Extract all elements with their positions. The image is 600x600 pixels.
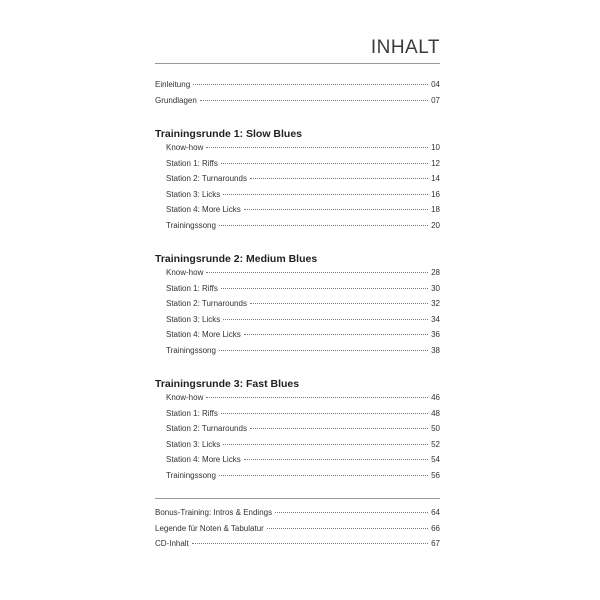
toc-entry-page: 10 bbox=[431, 143, 440, 152]
toc-entry-label: Trainingssong bbox=[166, 345, 216, 355]
toc-entry[interactable] bbox=[155, 299, 440, 315]
dot-leader bbox=[250, 303, 428, 304]
appendix-group bbox=[155, 508, 440, 555]
toc-entry-grundlagen[interactable] bbox=[155, 96, 440, 112]
toc-entry-page: 34 bbox=[431, 314, 440, 324]
toc-entry-label: Station 4: More Licks bbox=[166, 455, 241, 464]
toc-entry[interactable] bbox=[155, 159, 440, 175]
toc-entry-page: 64 bbox=[431, 508, 440, 517]
round-3-heading: Trainingsrunde 3: Fast Blues bbox=[155, 378, 300, 390]
toc-entry-page: 50 bbox=[431, 424, 440, 433]
toc-entry-page: 28 bbox=[431, 268, 440, 277]
toc-entry-label: Bonus-Training: Intros & Endings bbox=[155, 508, 273, 517]
dot-leader bbox=[219, 225, 428, 226]
table-of-contents bbox=[155, 80, 440, 555]
toc-entry-label: Station 2: Turnarounds bbox=[166, 424, 247, 433]
round-1-heading: Trainingsrunde 1: Slow Blues bbox=[155, 128, 303, 140]
toc-entry[interactable] bbox=[155, 268, 440, 284]
dot-leader bbox=[219, 350, 428, 351]
round-2-group bbox=[155, 250, 440, 361]
dot-leader bbox=[244, 334, 428, 335]
dot-leader bbox=[250, 428, 428, 429]
toc-entry-page: 36 bbox=[431, 330, 440, 339]
toc-entry-label: Station 1: Riffs bbox=[166, 408, 218, 418]
toc-entry-label: Know-how bbox=[166, 143, 204, 152]
dot-leader bbox=[206, 147, 428, 148]
toc-entry[interactable] bbox=[155, 284, 440, 300]
toc-entry[interactable] bbox=[155, 174, 440, 190]
dot-leader bbox=[200, 100, 428, 101]
toc-entry-page: 12 bbox=[431, 158, 440, 168]
toc-entry-label: Station 3: Licks bbox=[166, 314, 221, 324]
dot-leader bbox=[193, 84, 428, 85]
toc-entry-bonus-training[interactable] bbox=[155, 508, 440, 524]
toc-entry-label: Know-how bbox=[166, 393, 204, 402]
toc-entry-page: 30 bbox=[431, 283, 440, 293]
toc-entry[interactable] bbox=[155, 330, 440, 346]
toc-entry-page: 20 bbox=[431, 220, 440, 230]
toc-entry-page: 46 bbox=[431, 393, 440, 402]
dot-leader bbox=[244, 209, 428, 210]
toc-entry-label: Know-how bbox=[166, 268, 204, 277]
toc-entry[interactable] bbox=[155, 205, 440, 221]
toc-entry-label: CD-Inhalt bbox=[155, 539, 189, 548]
toc-entry-label: Station 3: Licks bbox=[166, 189, 221, 199]
toc-entry[interactable] bbox=[155, 315, 440, 331]
toc-entry-page: 67 bbox=[431, 539, 440, 548]
dot-leader bbox=[206, 397, 428, 398]
toc-entry[interactable] bbox=[155, 221, 440, 237]
title-divider bbox=[155, 63, 440, 64]
round-2-heading: Trainingsrunde 2: Medium Blues bbox=[155, 253, 318, 265]
toc-entry-page: 07 bbox=[431, 95, 440, 105]
toc-entry-label: Station 4: More Licks bbox=[166, 205, 241, 214]
toc-entry-legende[interactable] bbox=[155, 524, 440, 540]
toc-entry-page: 38 bbox=[431, 345, 440, 355]
intro-group bbox=[155, 80, 440, 111]
dot-leader bbox=[192, 543, 428, 544]
toc-entry[interactable] bbox=[155, 440, 440, 456]
toc-entry-label: Station 3: Licks bbox=[166, 439, 221, 449]
toc-entry-einleitung[interactable] bbox=[155, 80, 440, 96]
toc-entry-label: Trainingssong bbox=[166, 220, 216, 230]
dot-leader bbox=[223, 319, 428, 320]
page-title: INHALT bbox=[370, 37, 440, 58]
toc-entry[interactable] bbox=[155, 471, 440, 487]
dot-leader bbox=[221, 413, 428, 414]
toc-entry-label: Legende für Noten & Tabulatur bbox=[155, 523, 264, 533]
toc-entry-page: 48 bbox=[431, 408, 440, 418]
toc-entry-label: Station 1: Riffs bbox=[166, 158, 218, 168]
toc-entry[interactable] bbox=[155, 409, 440, 425]
toc-entry-page: 52 bbox=[431, 439, 440, 449]
dot-leader bbox=[219, 475, 428, 476]
toc-entry-label: Trainingssong bbox=[166, 470, 216, 480]
toc-entry[interactable] bbox=[155, 393, 440, 409]
dot-leader bbox=[244, 459, 428, 460]
toc-entry-page: 66 bbox=[431, 523, 440, 533]
toc-entry[interactable] bbox=[155, 424, 440, 440]
toc-entry-page: 54 bbox=[431, 455, 440, 464]
toc-entry-page: 32 bbox=[431, 299, 440, 308]
toc-entry[interactable] bbox=[155, 143, 440, 159]
toc-entry[interactable] bbox=[155, 455, 440, 471]
toc-entry-label: Station 2: Turnarounds bbox=[166, 174, 247, 183]
toc-entry-label: Einleitung bbox=[155, 80, 191, 89]
dot-leader bbox=[250, 178, 428, 179]
toc-entry[interactable] bbox=[155, 190, 440, 206]
toc-entry-label: Station 2: Turnarounds bbox=[166, 299, 247, 308]
toc-entry-label: Station 4: More Licks bbox=[166, 330, 241, 339]
toc-entry-cd-inhalt[interactable] bbox=[155, 539, 440, 555]
dot-leader bbox=[223, 194, 428, 195]
round-1-group bbox=[155, 125, 440, 236]
dot-leader bbox=[275, 512, 428, 513]
toc-entry-page: 56 bbox=[431, 470, 440, 480]
round-3-group bbox=[155, 375, 440, 486]
toc-entry-label: Grundlagen bbox=[155, 95, 197, 105]
toc-entry-page: 18 bbox=[431, 205, 440, 214]
dot-leader bbox=[267, 528, 428, 529]
toc-entry-page: 16 bbox=[431, 189, 440, 199]
toc-entry-page: 04 bbox=[431, 80, 440, 89]
dot-leader bbox=[223, 444, 428, 445]
dot-leader bbox=[221, 163, 428, 164]
toc-entry[interactable] bbox=[155, 346, 440, 362]
toc-entry-label: Station 1: Riffs bbox=[166, 283, 218, 293]
dot-leader bbox=[206, 272, 428, 273]
dot-leader bbox=[221, 288, 428, 289]
toc-entry-page: 14 bbox=[431, 174, 440, 183]
